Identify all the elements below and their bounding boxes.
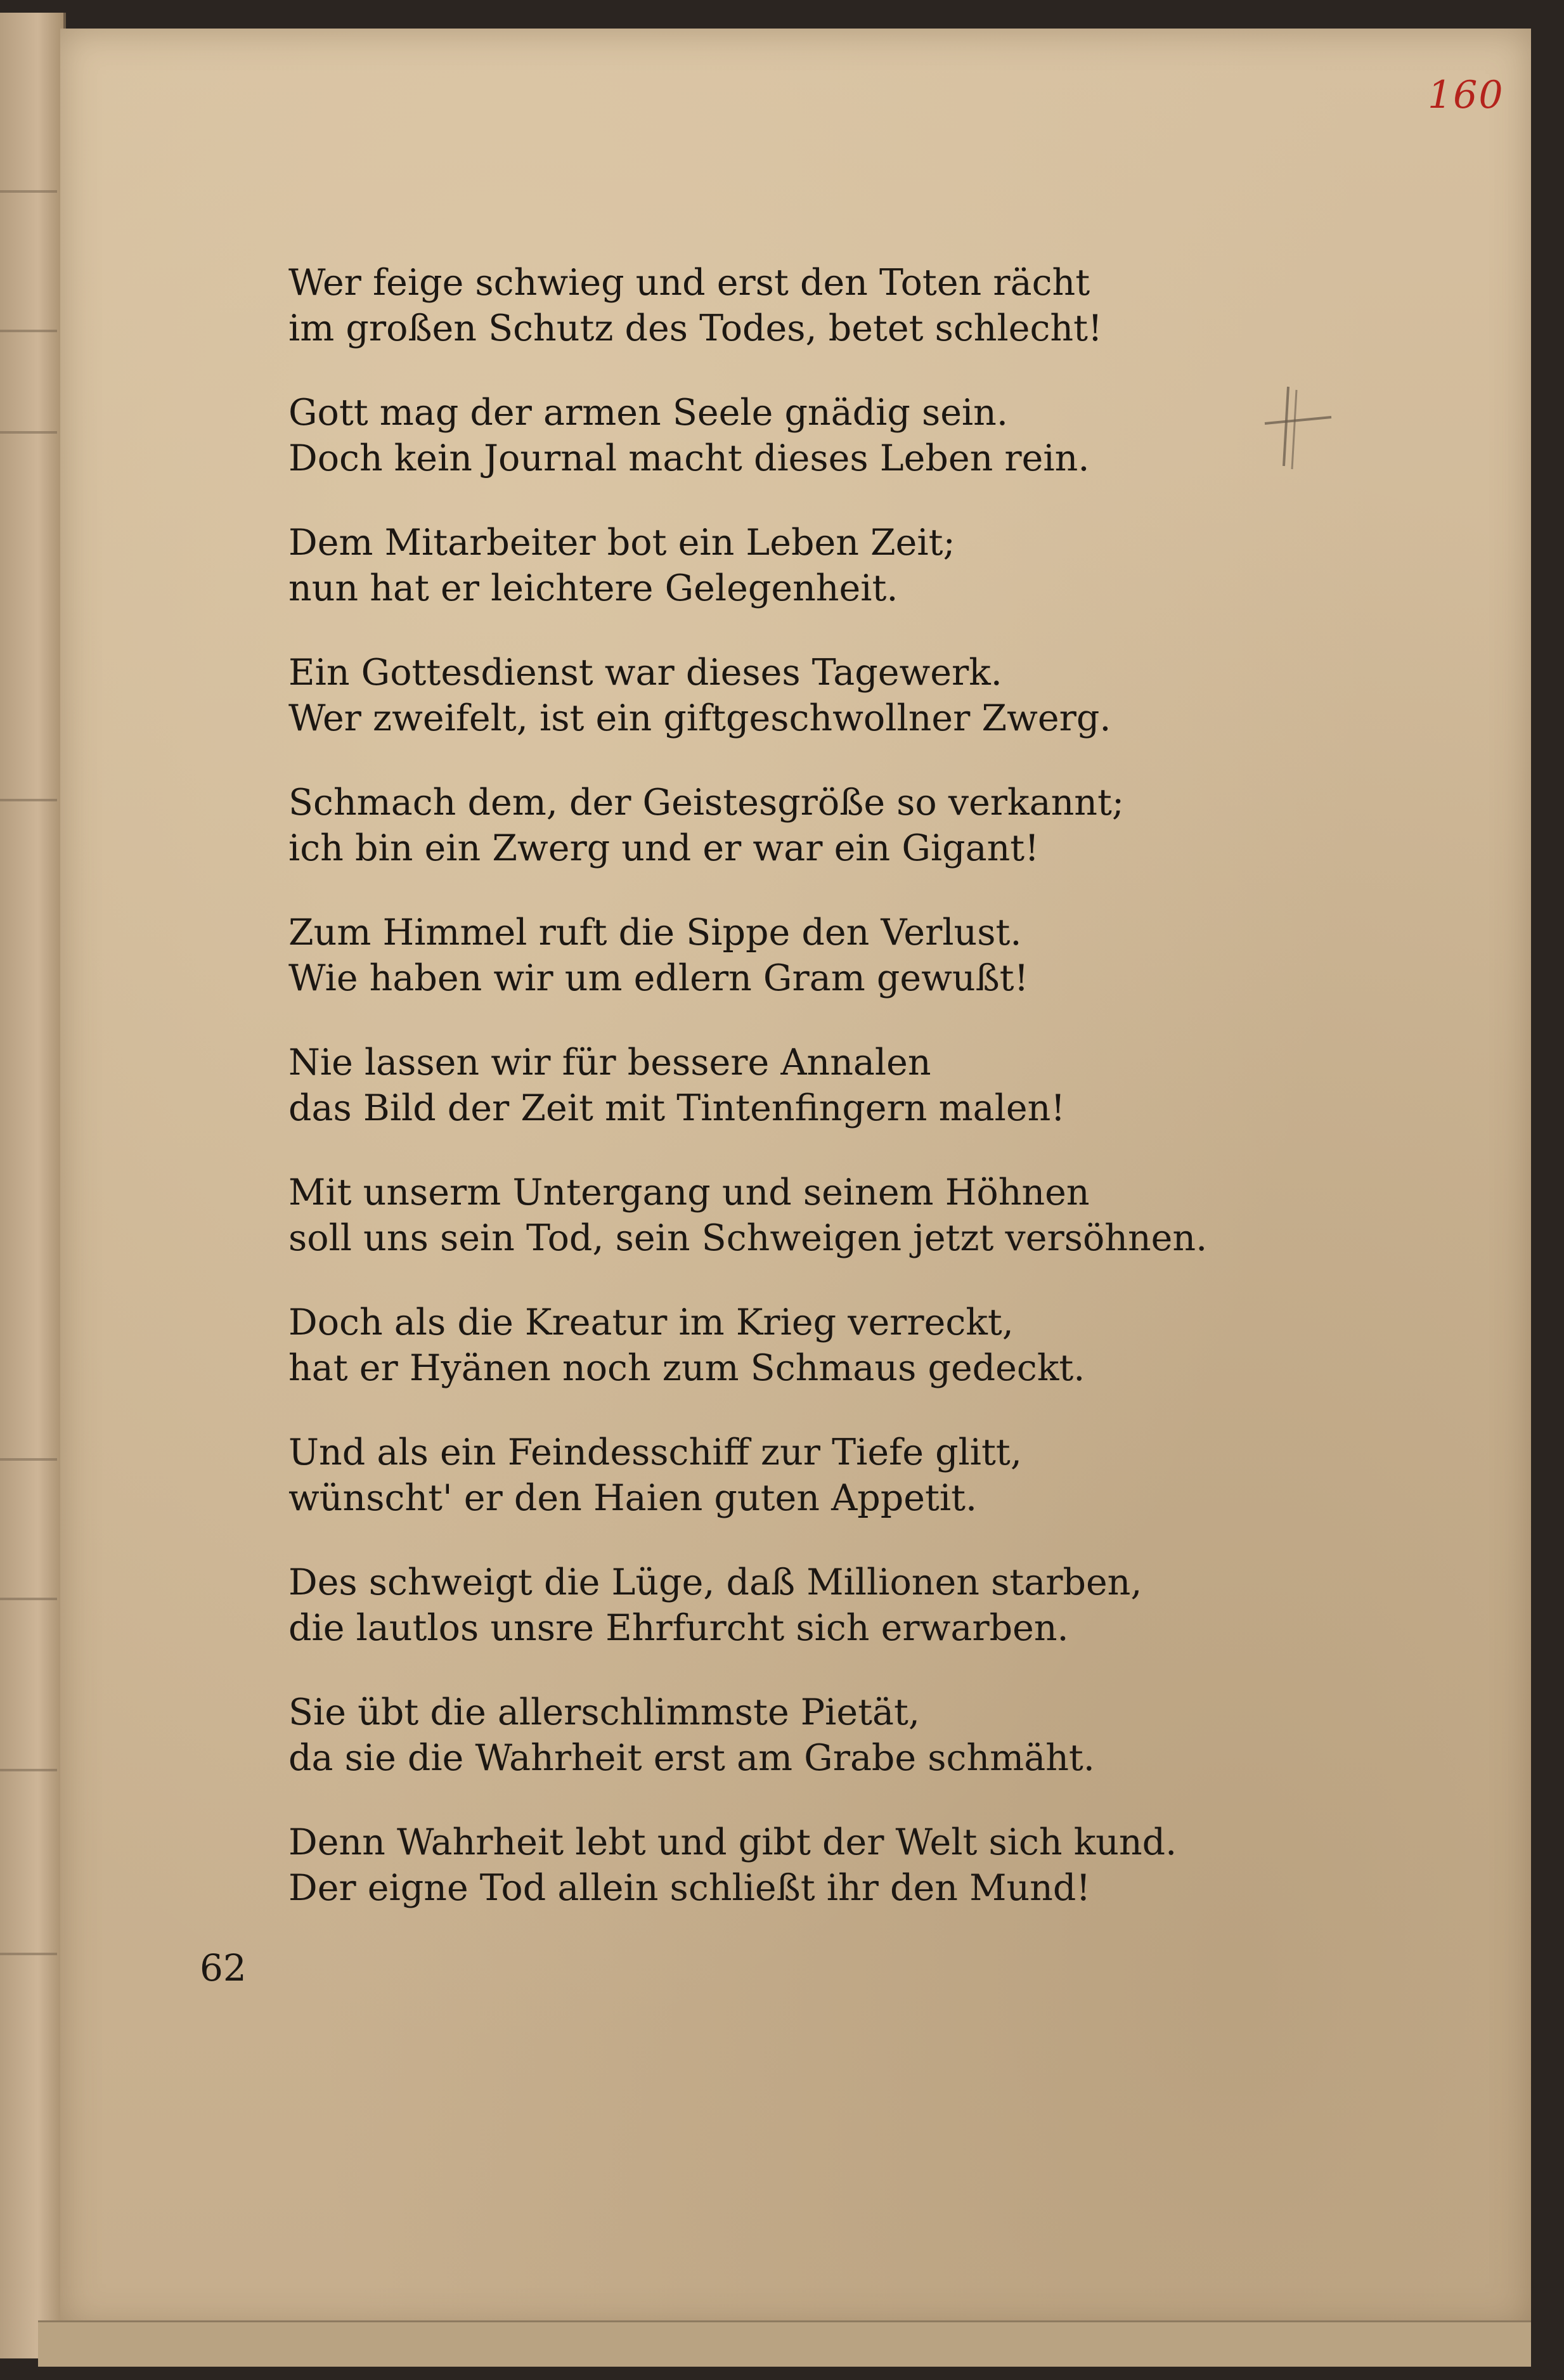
edge-rule: [0, 799, 57, 801]
stanza: [288, 1040, 1277, 1131]
poem-line: Denn Wahrheit lebt und gibt der Welt sich kund.: [288, 1821, 1177, 1863]
poem-line: Des schweigt die Lüge, daß Millionen starben,: [288, 1562, 1142, 1603]
poem-line: Sie übt die allerschlimmste Pietät,: [288, 1691, 921, 1733]
stanza: [288, 1820, 1277, 1911]
stanza: [288, 1430, 1277, 1521]
poem-line: Mit unserm Untergang und seinem Höhnen: [288, 1172, 1090, 1213]
poem-line: Doch kein Journal macht dieses Leben rein.: [288, 437, 1090, 479]
poem-line: Und als ein Feindesschiff zur Tiefe glitt,: [288, 1432, 1022, 1473]
edge-rule: [0, 1769, 57, 1771]
edge-rule: [0, 431, 57, 434]
poem-line: das Bild der Zeit mit Tintenfingern malen!: [288, 1087, 1066, 1129]
poem-line: da sie die Wahrheit erst am Grabe schmäht.: [288, 1737, 1095, 1779]
stanza: [288, 780, 1277, 871]
stanza: [288, 520, 1277, 611]
poem-body: [288, 260, 1277, 1950]
stanza: [288, 1690, 1277, 1781]
poem-line: Wer feige schwieg und erst den Toten rächt: [288, 262, 1090, 304]
poem-line: Zum Himmel ruft die Sippe den Verlust.: [288, 912, 1022, 954]
edge-rule: [0, 1598, 57, 1600]
poem-line: Doch als die Kreatur im Krieg verreckt,: [288, 1302, 1014, 1343]
previous-page-edge: [0, 13, 66, 2358]
poem-line: wünscht' er den Haien guten Appetit.: [288, 1477, 978, 1519]
stanza: [288, 1300, 1277, 1391]
stanza: [288, 390, 1277, 481]
edge-rule: [0, 330, 57, 332]
poem-line: Wie haben wir um edlern Gram gewußt!: [288, 957, 1029, 999]
poem-line: Gott mag der armen Seele gnädig sein.: [288, 392, 1008, 434]
stanza: [288, 910, 1277, 1001]
poem-line: soll uns sein Tod, sein Schweigen jetzt versöhnen.: [288, 1217, 1208, 1259]
poem-line: Schmach dem, der Geistesgröße so verkannt;: [288, 782, 1125, 824]
edge-rule: [0, 1458, 57, 1461]
edge-rule: [0, 190, 57, 193]
poem-line: Dem Mitarbeiter bot ein Leben Zeit;: [288, 522, 955, 564]
stanza: [288, 650, 1277, 741]
poem-line: Nie lassen wir für bessere Annalen: [288, 1042, 931, 1083]
poem-line: die lautlos unsre Ehrfurcht sich erwarben.: [288, 1607, 1069, 1649]
poem-line: Wer zweifelt, ist ein giftgeschwollner Zwerg.: [288, 697, 1111, 739]
poem-line: nun hat er leichtere Gelegenheit.: [288, 567, 898, 609]
stanza: [288, 1560, 1277, 1651]
poem-line: Der eigne Tod allein schließt ihr den Mund!: [288, 1867, 1091, 1909]
poem-line: ich bin ein Zwerg und er war ein Gigant!: [288, 827, 1040, 869]
poem-line: im großen Schutz des Todes, betet schlecht!: [288, 307, 1102, 349]
stanza: [288, 260, 1277, 351]
edge-rule: [0, 1953, 57, 1955]
archive-folio-number: 160: [1428, 73, 1504, 117]
poem-line: hat er Hyänen noch zum Schmaus gedeckt.: [288, 1347, 1085, 1389]
page-number: 62: [200, 1946, 247, 1989]
page-bottom-edge: [38, 2320, 1531, 2367]
stanza: [288, 1170, 1277, 1261]
poem-line: Ein Gottesdienst war dieses Tagewerk.: [288, 652, 1002, 694]
